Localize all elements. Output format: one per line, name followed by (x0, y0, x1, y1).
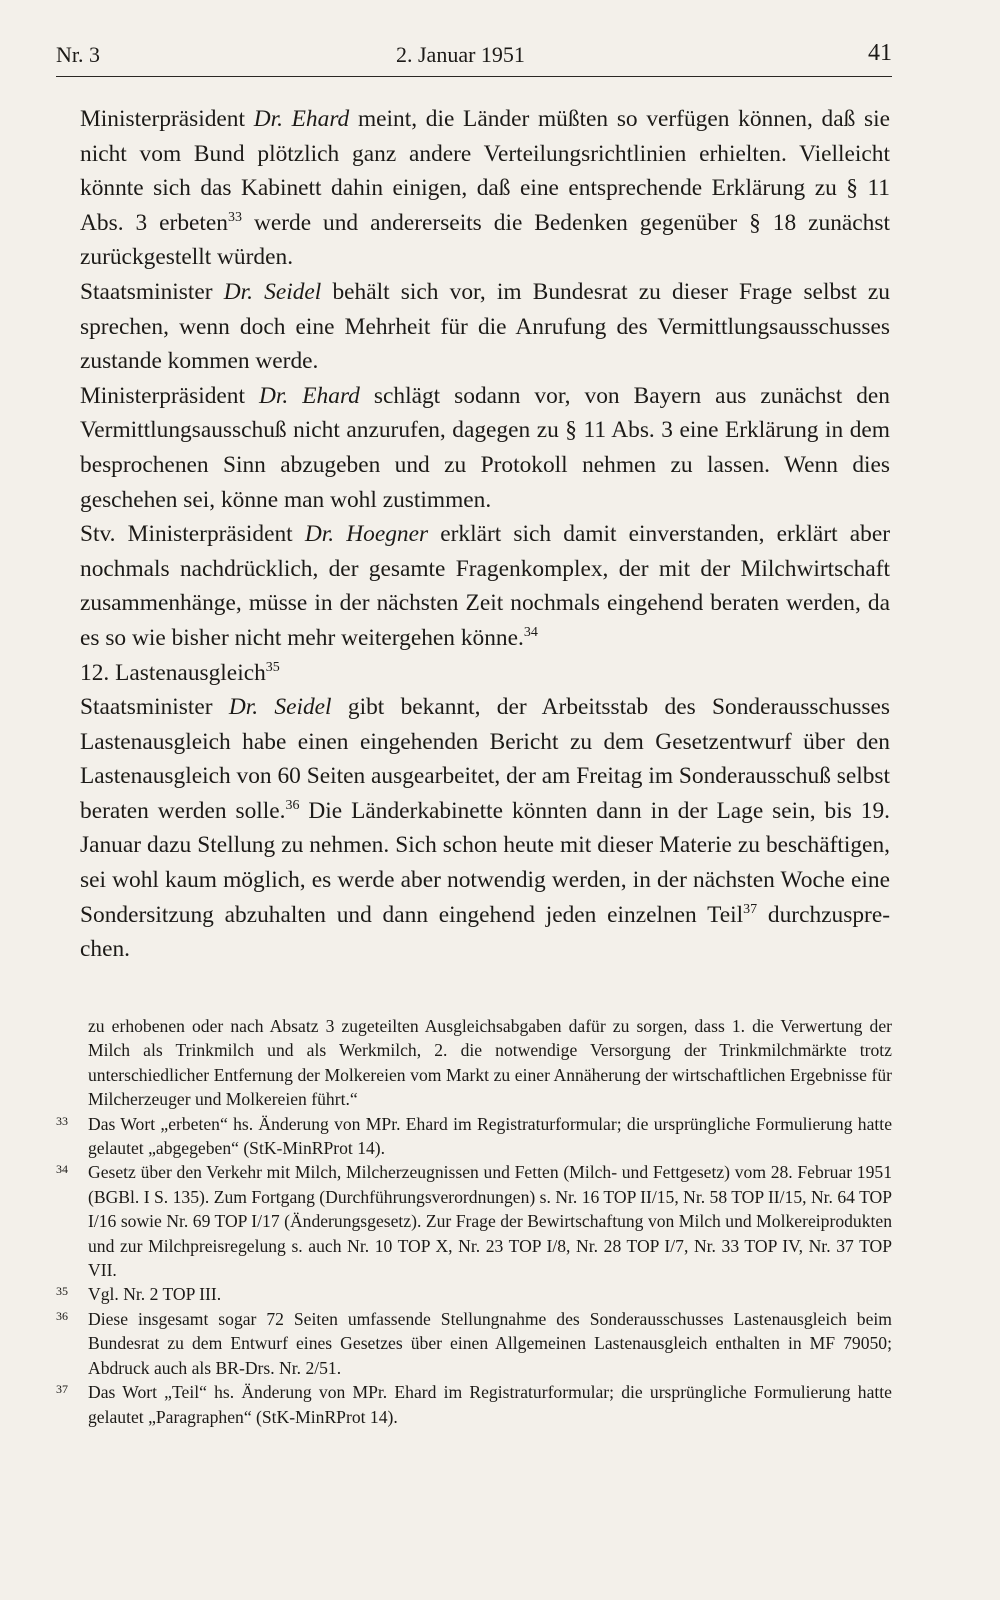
footnote-number: 36 (56, 1308, 68, 1323)
paragraph (80, 379, 890, 517)
paragraph (80, 275, 890, 379)
footnote-ref[interactable]: 36 (285, 797, 300, 813)
footnote-ref[interactable]: 37 (743, 901, 758, 917)
footnote-number: 35 (56, 1284, 68, 1299)
footnote-number: 33 (56, 1113, 68, 1128)
paragraph-text: durchzusprechen. (80, 901, 891, 963)
issue-number: Nr. 3 (56, 42, 100, 67)
footnote-text: Das Wort „erbeten“ hs. Änderung von MPr. Ehard im Registraturformular; die ursprüngliche Formulierung hatte gelautet „abgegeben“ (StK-MinRProt 14). (88, 1113, 892, 1159)
paragraph-text: Staatsminister (80, 278, 224, 305)
section-heading (80, 656, 890, 691)
footnote (56, 1112, 892, 1161)
paragraph (80, 102, 890, 275)
footnote (56, 1307, 892, 1380)
main-text (80, 102, 890, 967)
paragraph (80, 690, 890, 967)
speaker-name: Dr. Ehard (253, 106, 350, 132)
footnote (56, 1160, 892, 1282)
footnote-text: Diese insgesamt sogar 72 Seiten umfassende Stellungnahme des Sonderausschusses Lastenausgleich beim Bundesrat zu dem Entwurf eines Gesetzes über einen Allgemeinen Lastenausgleich enthalten in MF 79050; Abdruck auch als BR-Drs. Nr. 2/51. (88, 1308, 892, 1378)
paragraph-text: Stv. Ministerpräsident (80, 521, 305, 548)
running-header (56, 40, 892, 77)
page-number: 41 (868, 40, 892, 66)
footnote-text: Gesetz über den Verkehr mit Milch, Milcherzeugnissen und Fetten (Milch- und Fettgesetz) vom 28. Februar 1951 (BGBl. I S. 135). Zum Fortgang (Durchführungsverordnungen) s. Nr. 16 TOP II/15, Nr. 58 TOP II/15, Nr. 64 TOP I/16 sowie Nr. 69 TOP I/17 (Änderungsgesetz). Zur Frage der Bewirtschaftung von Milch und Molkereiprodukten und zur Milchpreisregelung s. auch Nr. 10 TOP X, Nr. 23 TOP I/8, Nr. 28 TOP I/7, Nr. 33 TOP IV, Nr. 37 TOP VII. (88, 1162, 892, 1281)
footnote-ref[interactable]: 34 (523, 624, 538, 640)
header-date: 2. Januar 1951 (396, 42, 525, 67)
section-heading-text: 12. Lastenausgleich (80, 659, 266, 686)
paragraph-text: gibt bekannt, der Arbeitsstab des Sonderausschusses Lastenausgleich habe einen eingehenden Bericht zu dem Gesetzentwurf über den Lastenausgleich von 60 Seiten ausgearbeitet, der am Freitag im Sonderausschuß selbst beraten werden solle. (80, 694, 891, 824)
footnotes (56, 1014, 892, 1429)
footnote (56, 1282, 892, 1306)
speaker-name: Dr. Seidel (223, 278, 322, 305)
paragraph (80, 517, 890, 655)
paragraph-text: Ministerpräsident (80, 106, 254, 132)
footnote (56, 1380, 892, 1429)
paragraph-text: Ministerpräsident (80, 382, 260, 409)
paragraph-text: werde und andererseits die Bedenken gegenüber § 18 zunächst zurückgestellt würden. (80, 209, 890, 271)
paragraph-text: meint, die Länder müßten so verfügen können, daß sie nicht vom Bund plötzlich ganz andere Verteilungsrichtlinien erhielten. Vielleicht könnte sich das Kabinett dahin einigen, daß eine entsprechende Erklärung zu § 11 Abs. 3 erbeten (80, 106, 890, 236)
speaker-name: Dr. Ehard (259, 382, 360, 409)
footnote-ref[interactable]: 35 (265, 659, 280, 675)
footnote-number: 34 (56, 1162, 68, 1177)
footnote-text: Vgl. Nr. 2 TOP III. (88, 1284, 222, 1305)
footnote-ref[interactable]: 33 (227, 209, 242, 225)
paragraph-text: Die Länderkabinette könnten dann in der Lage sein, bis 19. Januar dazu Stellung zu nehmen. Sich schon heute mit dieser Materie zu beschäftigen, sei wohl kaum möglich, es werde aber notwendig werden, in der nächsten Woche eine Sondersitzung abzuhalten und dann eingehend jeden einzelnen Teil (80, 797, 890, 928)
footnote-text: Das Wort „Teil“ hs. Änderung von MPr. Ehard im Registraturformular; die ursprüngliche Formulierung hatte gelautet „Paragraphen“ (StK-MinRProt 14). (88, 1382, 892, 1427)
paragraph-text: behält sich vor, im Bundesrat zu dieser Frage selbst zu sprechen, wenn doch eine Mehrheit für die Anrufung des Vermittlungsausschusses zustande kommen werde. (80, 278, 890, 375)
speaker-name: Dr. Hoegner (304, 521, 429, 548)
paragraph-text: schlägt sodann vor, von Bayern aus zunächst den Vermittlungsausschuß nicht anzurufen, dagegen zu § 11 Abs. 3 eine Erklärung in dem besprochenen Sinn abzugeben und zu Protokoll nehmen zu lassen. Wenn dies geschehen sei, könne man wohl zustimmen. (80, 382, 890, 513)
paragraph-text: Staatsminister (80, 694, 229, 721)
footnote-continuation: zu erhobenen oder nach Absatz 3 zugeteilten Ausgleichsabgaben dafür zu sorgen, dass 1. die Verwertung der Milch als Trinkmilch und als Werkmilch, 2. die notwendige Versorgung der Trinkmilchmärkte trotz unterschiedlicher Entfernung der Molkereien vom Markt zu einer Annäherung der wirtschaftlichen Ergebnisse für Milcherzeuger und Molkereien führt.“ (88, 1016, 892, 1110)
footnote-number: 37 (56, 1382, 68, 1397)
paragraph-text: erklärt sich damit einverstanden, erklärt aber nochmals nachdrücklich, der gesamte Fragenkomplex, der mit der Milchwirtschaft zusammenhänge, müsse in der nächsten Zeit nochmals eingehend beraten werden, da es so wie bisher nicht mehr weitergehen könne. (80, 521, 890, 651)
speaker-name: Dr. Seidel (228, 694, 332, 721)
